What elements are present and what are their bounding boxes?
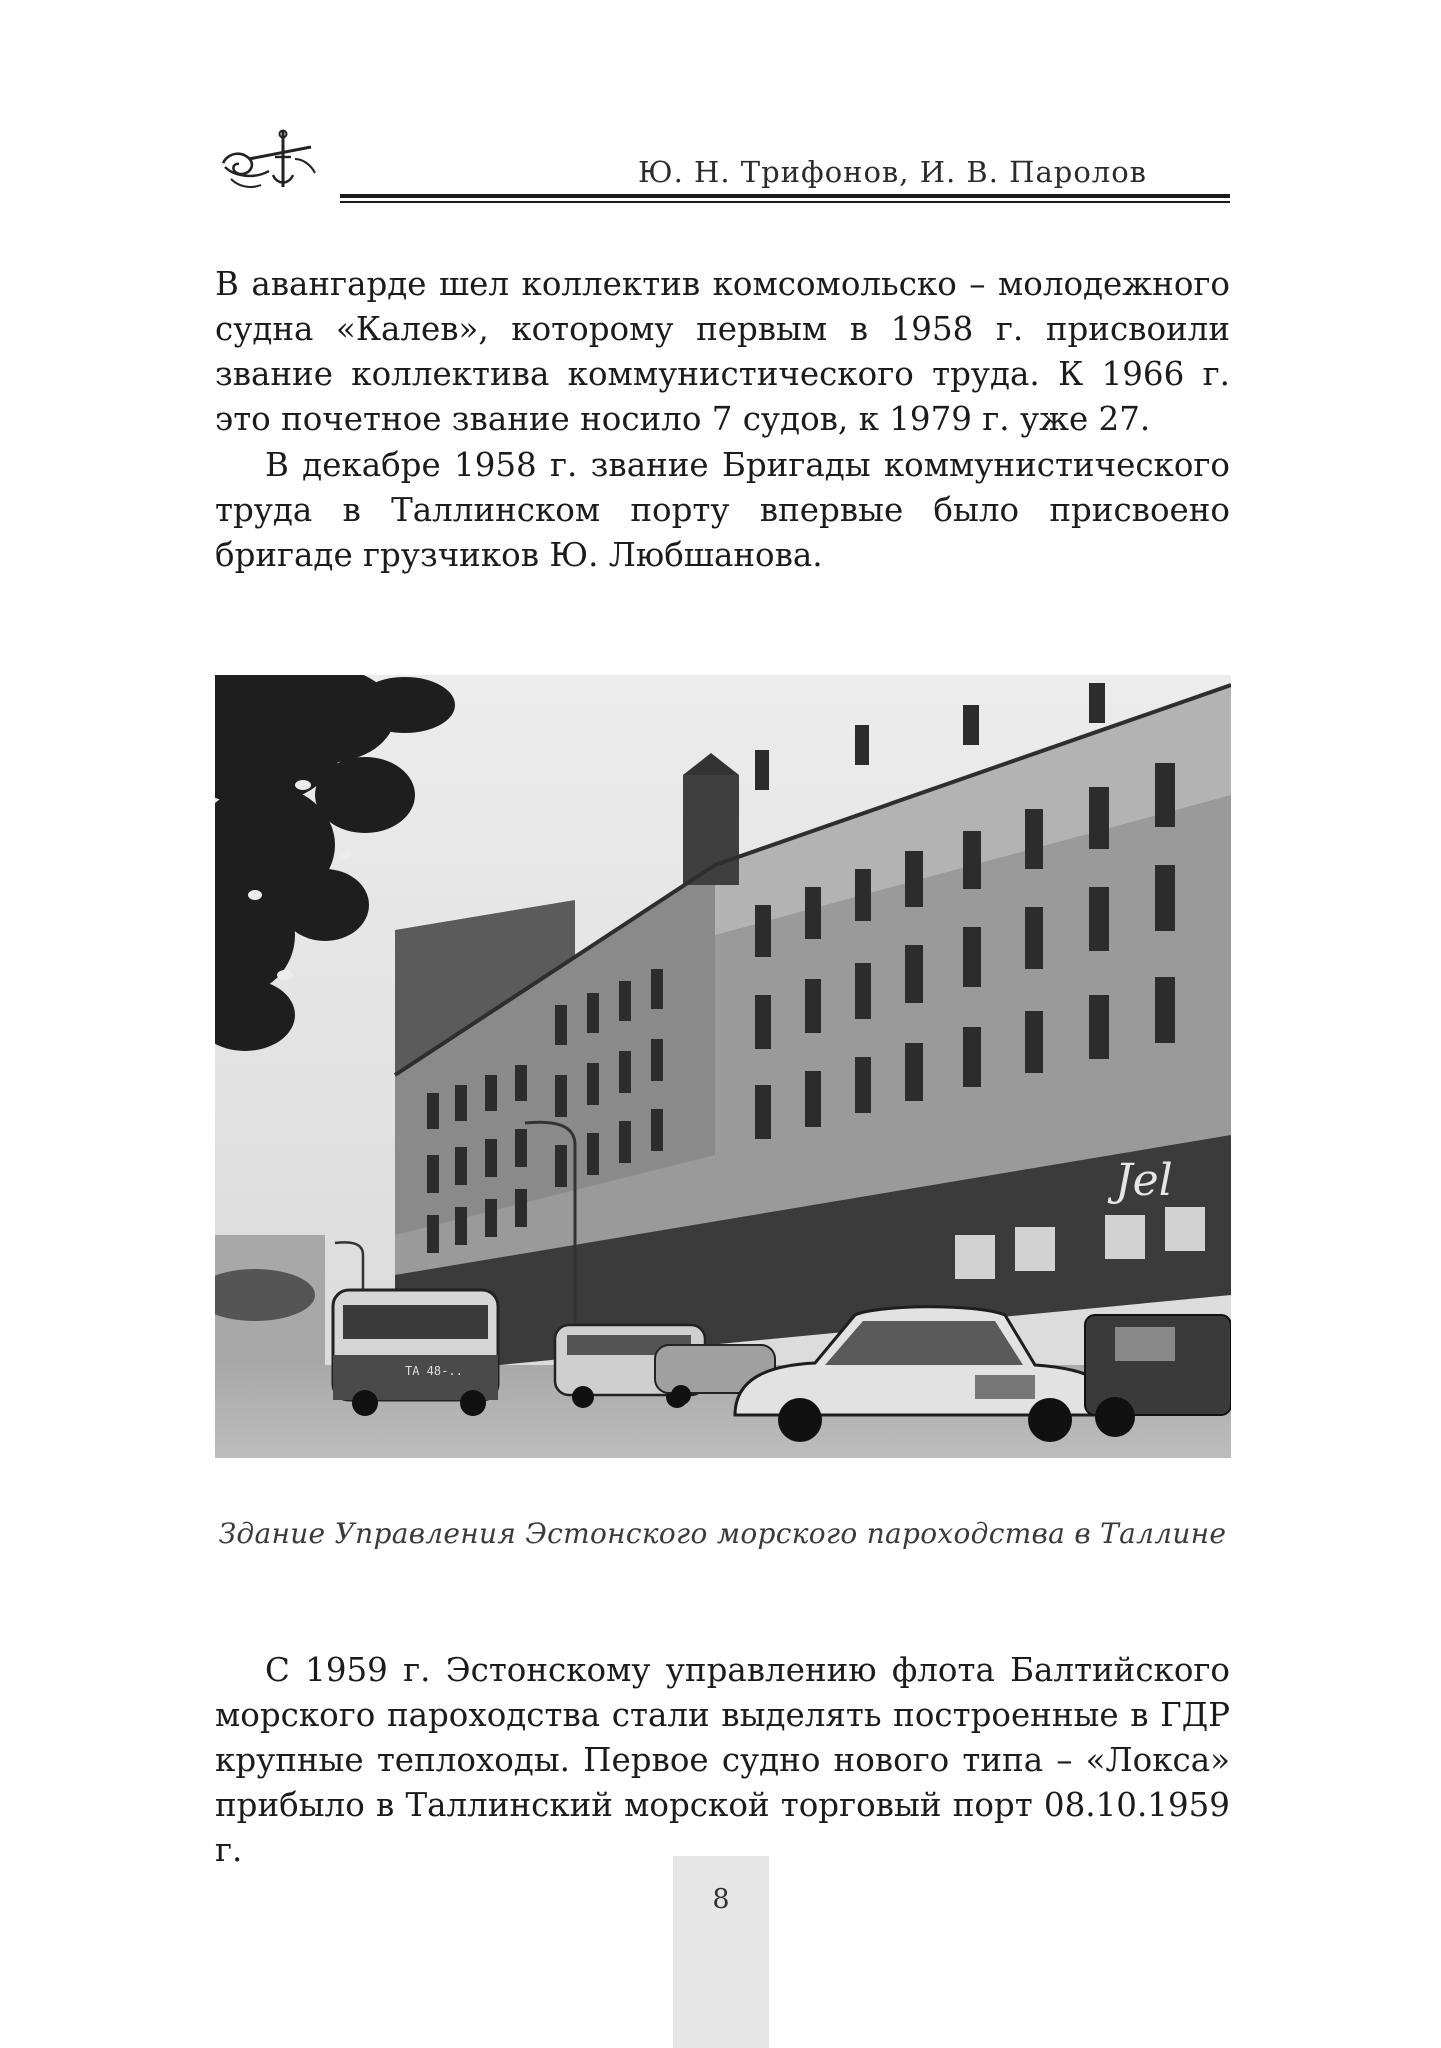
bus-plate-text: ТА 48-.. — [405, 1364, 463, 1378]
paragraph-2: В декабре 1958 г. звание Бригады коммунистического труда в Таллинском порту впервые было присвоено бригаде грузчиков Ю. Любшанова. — [215, 446, 1230, 574]
anchor-ornament-icon — [215, 129, 325, 195]
figure-caption: Здание Управления Эстонского морского пароходства в Таллине — [218, 1517, 1227, 1550]
header-rule-thin — [340, 201, 1230, 203]
paragraph-1: В авангарде шел коллектив комсомольско – молодежного судна «Калев», которому первым в 1958 г. присвоили звание коллектива коммунистического труда. К 1966 г. это почетное звание носило 7 судов, к 1979 г. уже 27. — [215, 265, 1230, 438]
header-rule-thick — [340, 194, 1230, 198]
building-photo-illustration — [215, 675, 1231, 1458]
header-authors: Ю. Н. Трифонов, И. В. Паролов — [637, 155, 1147, 189]
running-header — [215, 125, 1230, 205]
storefront-sign-text: Jel — [1115, 1155, 1173, 1206]
paragraph-3: С 1959 г. Эстонскому управлению флота Балтийского морского пароходства стали выделять построенные в ГДР крупные теплоходы. Первое судно нового типа – «Локса» прибыло в Таллинский морской торговый порт 08.10.1959 г. — [215, 1651, 1230, 1869]
figure-photo-building — [215, 675, 1231, 1458]
page-number: 8 — [712, 1884, 730, 1915]
page-number-tab — [673, 1856, 769, 2048]
